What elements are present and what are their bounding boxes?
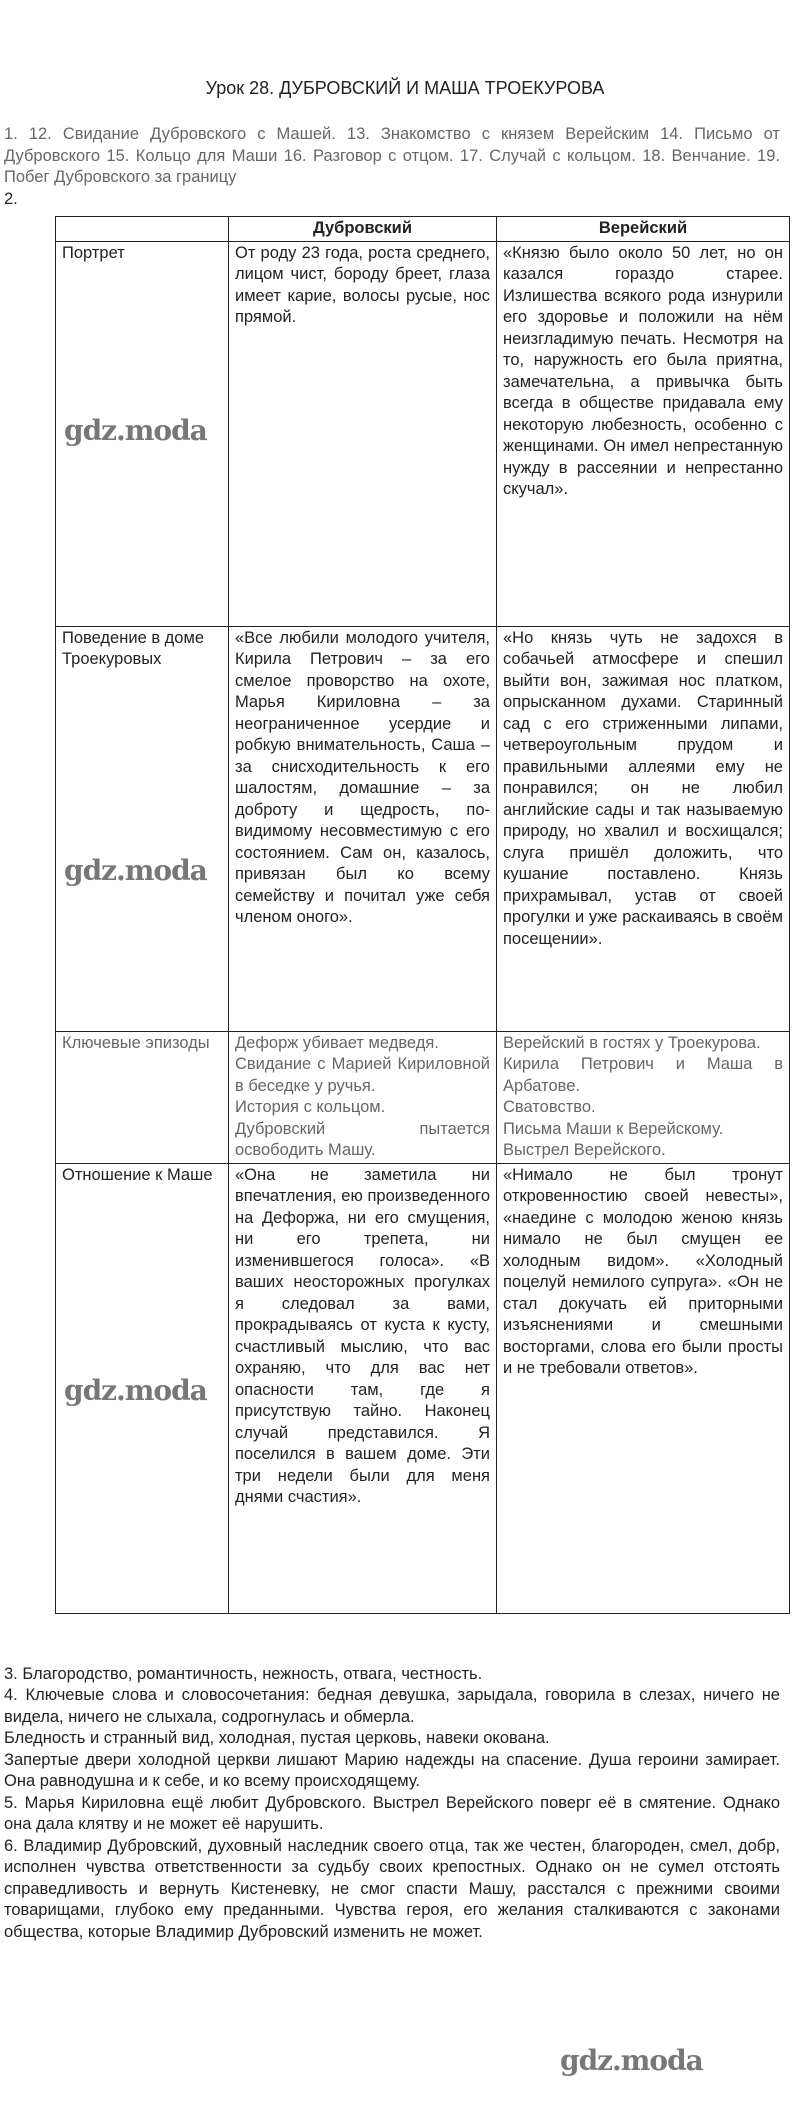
row-label: Поведение в доме Троекуровых bbox=[56, 626, 229, 1031]
watermark: gdz.moda bbox=[64, 1374, 207, 1407]
vereisky-cell bbox=[497, 1031, 790, 1163]
dubrovsky-cell bbox=[229, 1031, 497, 1163]
answer-4-text: Запертые двери холодной церкви лишают Марию надежды на спасение. Душа героини замирает. Она равнодушна и к себе, и ко всему происходящему. bbox=[4, 1750, 780, 1790]
episode: Кирила Петрович и Маша в Арбатове. bbox=[503, 1055, 783, 1095]
vereisky-cell: «Но князь чуть не задохся в собачьей атмосфере и спешил выйти вон, зажимая нос платком, опрысканном духами. Старинный сад с его стриженными липами, четвероугольным прудом и правильными аллеями ему не понравился; он не любил английские сады и так называемую природу, но хвалил и восхищался; слуга пришёл доложить, что кушание поставлено. Князь прихрамывал, устав от своей прогулки и уже раскаиваясь в своём посещении». bbox=[497, 626, 790, 1031]
answer-6: 6. Владимир Дубровский, духовный наследник своего отца, так же честен, благороден, смел, добр, исполнен чувства ответственности за судьбу своих крепостных. Однако он не сумел отстоять справедливость и вернуть Кистеневку, не смог спасти Машу, расстался с прежними своими товарищами, глубоко ему преданными. Чувства героя, его желания сталкиваются с законами общества, которые Владимир Дубровский изменить не может. bbox=[4, 1836, 780, 1941]
episode: Дефорж убивает медведя. bbox=[235, 1033, 439, 1052]
header-cell: Дубровский bbox=[229, 217, 497, 242]
row-label: Ключевые эпизоды bbox=[56, 1031, 229, 1163]
vereisky-cell: «Князю было около 50 лет, но он казался гораздо старее. Излишества всякого рода изнурили его здоровье и положили на нём неизгладимую печать. Несмотря на то, наружность его была приятна, замечательна, а привычка быть всегда в обществе придавала ему некоторую любезность, особенно с женщинами. Он имел непрестанную нужду в рассеянии и непрестанно скучал». bbox=[497, 241, 790, 626]
table-row bbox=[56, 1031, 790, 1163]
dubrovsky-cell: От роду 23 года, роста среднего, лицом чист, бороду бреет, глаза имеет карие, волосы русые, нос прямой. bbox=[229, 241, 497, 626]
episode: Сватовство. bbox=[503, 1098, 596, 1116]
answer-2-label: 2. bbox=[4, 190, 18, 208]
episode: Верейский в гостях у Троекурова. bbox=[503, 1033, 761, 1052]
episode: Свидание с Марией Кириловной в беседке у ручья. bbox=[235, 1055, 490, 1095]
row-label: Отношение к Маше bbox=[56, 1163, 229, 1613]
header-cell bbox=[56, 217, 229, 242]
dubrovsky-cell: «Все любили молодого учителя, Кирила Петрович – за его смелое проворство на охоте, Марья Кириловна – за неограниченное усердие и робкую внимательность, Саша – за снисходительность к его шалостям, домашние – за доброту и щедрость, по-видимому несовместимую с его состоянием. Сам он, казалось, привязан был ко всему семейству и почитал уже себя членом оного». bbox=[229, 626, 497, 1031]
episode: Выстрел Верейского. bbox=[503, 1141, 666, 1159]
episode: История с кольцом. bbox=[235, 1098, 386, 1116]
answer-4-words: Бледность и странный вид, холодная, пустая церковь, навеки окована. bbox=[4, 1729, 550, 1747]
answers bbox=[4, 1664, 780, 1944]
watermark: gdz.moda bbox=[560, 2044, 703, 2077]
header-cell: Верейский bbox=[497, 217, 790, 242]
episode: Письма Маши к Верейскому. bbox=[503, 1119, 724, 1138]
answer-4: 4. Ключевые слова и словосочетания: бедная девушка, зарыдала, говорила в слезах, ничего не видела, ничего не слыхала, содрогнулась и обмерла. bbox=[4, 1686, 780, 1726]
answer-1: 1. 12. Свидание Дубровского с Машей. 13. Знакомство с князем Верейским 14. Письмо от Дубровского 15. Кольцо для Маши 16. Разговор с отцом. 17. Случай с кольцом. 18. Венчание. 19. Побег Дубровского за границу bbox=[4, 125, 780, 186]
table-row bbox=[56, 626, 790, 1031]
page-title: Урок 28. ДУБРОВСКИЙ И МАША ТРОЕКУРОВА bbox=[205, 78, 605, 98]
answer-3: 3. Благородство, романтичность, нежность, отвага, честность. bbox=[4, 1664, 483, 1683]
table-header-row bbox=[56, 217, 790, 242]
row-label: Портрет bbox=[56, 241, 229, 626]
dubrovsky-cell: «Она не заметила ни впечатления, ею произведенного на Дефоржа, ни его смущения, ни его трепета, ни изменившегося голоса». «В ваших неосторожных прогулках я следовал за вами, прокрадываясь от куста к кусту, счастливый мыслию, что вас охраняю, что для вас нет опасности там, где я присутствую тайно. Наконец случай представился. Я поселился в вашем доме. Эти три недели были для меня днями счастия». bbox=[229, 1163, 497, 1613]
episode: Дубровский пытается освободить Машу. bbox=[235, 1119, 490, 1159]
content-flow bbox=[0, 216, 810, 1943]
watermark: gdz.moda bbox=[64, 414, 207, 447]
answer-5: 5. Марья Кириловна ещё любит Дубровского. Выстрел Верейского поверг её в смятение. Однако она дала клятву и не может её нарушить. bbox=[4, 1793, 780, 1833]
vereisky-cell: «Нимало не был тронут откровенностию своей невесты», «наедине с молодою женою князь нимало не был смущен ее холодным видом». «Холодный поцелуй немилого супруга». «Он не стал докучать ей приторными изъяснениями и смешными восторгами, слова его были просты и не требовали ответов». bbox=[497, 1163, 790, 1613]
watermark: gdz.moda bbox=[64, 854, 207, 887]
